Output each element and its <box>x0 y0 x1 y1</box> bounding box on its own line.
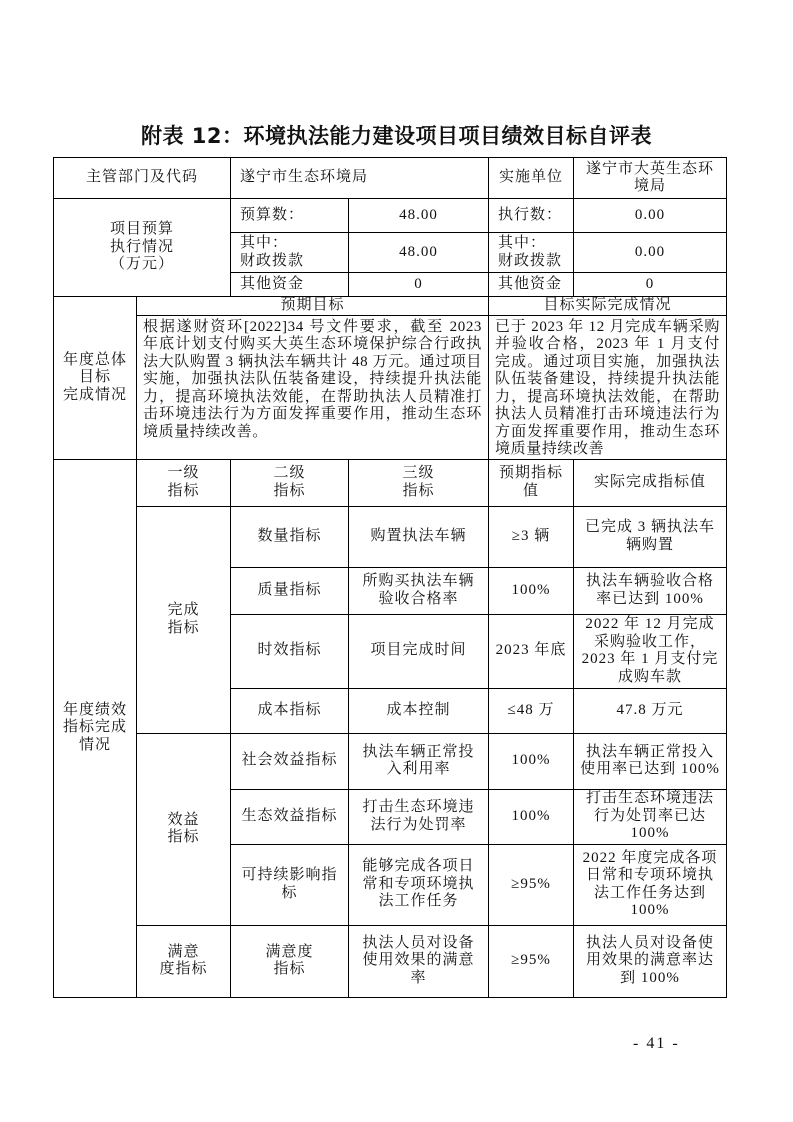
actual-cell: 2022 年 12 月完成采购验收工作，2023 年 1 月支付完成购车款 <box>574 614 727 688</box>
annual-goal-text-row <box>54 315 727 459</box>
exec-amount-label: 执行数： <box>489 199 574 233</box>
target-cell: 100% <box>489 567 574 614</box>
target-cell: ≥95% <box>489 844 574 925</box>
page-title: 附表 12：环境执法能力建设项目项目绩效目标自评表 <box>140 124 653 148</box>
impl-unit-value: 遂宁市大英生态环境局 <box>574 158 727 199</box>
annual-goal-header-row <box>54 297 727 316</box>
budget-amount-value: 48.00 <box>349 199 489 233</box>
target-cell: 2023 年底 <box>489 614 574 688</box>
level2-cell: 满意度 指标 <box>231 925 349 997</box>
level2-cell: 数量指标 <box>231 506 349 567</box>
expected-goal-text: 根据遂财资环[2022]34 号文件要求，截至 2023 年底计划支付购买大英生态环境保护综合行政执法大队购置 3 辆执法车辆共计 48 万元。通过项目实施，加强执法队伍装备建设，持续提升执法能力，提高环境执法效能，在帮助执法人员精准打击环境违法行为方面发挥重要作用，推动生态环境质量持续改善。 <box>137 315 489 459</box>
group-completion: 完成 指标 <box>137 506 231 733</box>
actual-cell: 2022 年度完成各项日常和专项环境执法工作任务达到 100% <box>574 844 727 925</box>
level2-cell: 时效指标 <box>231 614 349 688</box>
level2-cell: 可持续影响指标 <box>231 844 349 925</box>
annual-goal-label: 年度总体 目标 完成情况 <box>54 297 137 460</box>
table-row <box>54 733 727 789</box>
fiscal-exec-label: 其中： 财政拨款 <box>489 233 574 273</box>
indicators-section-label: 年度绩效 指标完成 情况 <box>54 459 137 997</box>
level3-cell: 执法人员对设备使用效果的满意率 <box>349 925 489 997</box>
fiscal-budget-label: 其中： 财政拨款 <box>231 233 349 273</box>
table-row <box>54 925 727 997</box>
target-cell: 100% <box>489 733 574 789</box>
group-satisfaction: 满意 度指标 <box>137 925 231 997</box>
level3-cell: 执法车辆正常投入利用率 <box>349 733 489 789</box>
level3-header: 三级 指标 <box>349 459 489 506</box>
header-row <box>54 158 727 199</box>
actual-cell: 执法人员对设备使用效果的满意率达到 100% <box>574 925 727 997</box>
level2-cell: 生态效益指标 <box>231 789 349 844</box>
level2-cell: 质量指标 <box>231 567 349 614</box>
target-header: 预期指标 值 <box>489 459 574 506</box>
level3-cell: 能够完成各项日常和专项环境执法工作任务 <box>349 844 489 925</box>
fiscal-exec-value: 0.00 <box>574 233 727 273</box>
target-cell: ≥95% <box>489 925 574 997</box>
budget-row <box>54 199 727 233</box>
expected-goal-header: 预期目标 <box>137 297 489 316</box>
dept-label: 主管部门及代码 <box>54 158 231 199</box>
level1-header: 一级 指标 <box>137 459 231 506</box>
level3-cell: 所购买执法车辆验收合格率 <box>349 567 489 614</box>
level2-header: 二级 指标 <box>231 459 349 506</box>
fiscal-budget-value: 48.00 <box>349 233 489 273</box>
other-budget-label: 其他资金 <box>231 273 349 297</box>
other-exec-value: 0 <box>574 273 727 297</box>
level2-cell: 社会效益指标 <box>231 733 349 789</box>
budget-amount-label: 预算数： <box>231 199 349 233</box>
page-number: - 41 - <box>633 1035 680 1052</box>
exec-amount-value: 0.00 <box>574 199 727 233</box>
target-cell: ≤48 万 <box>489 688 574 733</box>
actual-header: 实际完成指标值 <box>574 459 727 506</box>
actual-cell: 执法车辆正常投入使用率已达到 100% <box>574 733 727 789</box>
group-benefit: 效益 指标 <box>137 733 231 925</box>
performance-evaluation-table <box>53 157 727 998</box>
level3-cell: 打击生态环境违法行为处罚率 <box>349 789 489 844</box>
target-cell: ≥3 辆 <box>489 506 574 567</box>
level3-cell: 购置执法车辆 <box>349 506 489 567</box>
actual-completion-text: 已于 2023 年 12 月完成车辆采购并验收合格，2023 年 1 月支付完成。通过项目实施，加强执法队伍装备建设，持续提升执法能力，提高环境执法效能，在帮助执法人员精准打击环境违法行为方面发挥重要作用，推动生态环境质量持续改善 <box>489 315 727 459</box>
other-budget-value: 0 <box>349 273 489 297</box>
other-exec-label: 其他资金 <box>489 273 574 297</box>
actual-cell: 已完成 3 辆执法车辆购置 <box>574 506 727 567</box>
level2-cell: 成本指标 <box>231 688 349 733</box>
actual-completion-header: 目标实际完成情况 <box>489 297 727 316</box>
target-cell: 100% <box>489 789 574 844</box>
table-row <box>54 506 727 567</box>
dept-value: 遂宁市生态环境局 <box>231 158 489 199</box>
level3-cell: 成本控制 <box>349 688 489 733</box>
level3-cell: 项目完成时间 <box>349 614 489 688</box>
indicator-header-row <box>54 459 727 506</box>
budget-section-label: 项目预算 执行情况 （万元） <box>54 199 231 297</box>
actual-cell: 47.8 万元 <box>574 688 727 733</box>
actual-cell: 执法车辆验收合格率已达到 100% <box>574 567 727 614</box>
impl-unit-label: 实施单位 <box>489 158 574 199</box>
actual-cell: 打击生态环境违法行为处罚率已达 100% <box>574 789 727 844</box>
